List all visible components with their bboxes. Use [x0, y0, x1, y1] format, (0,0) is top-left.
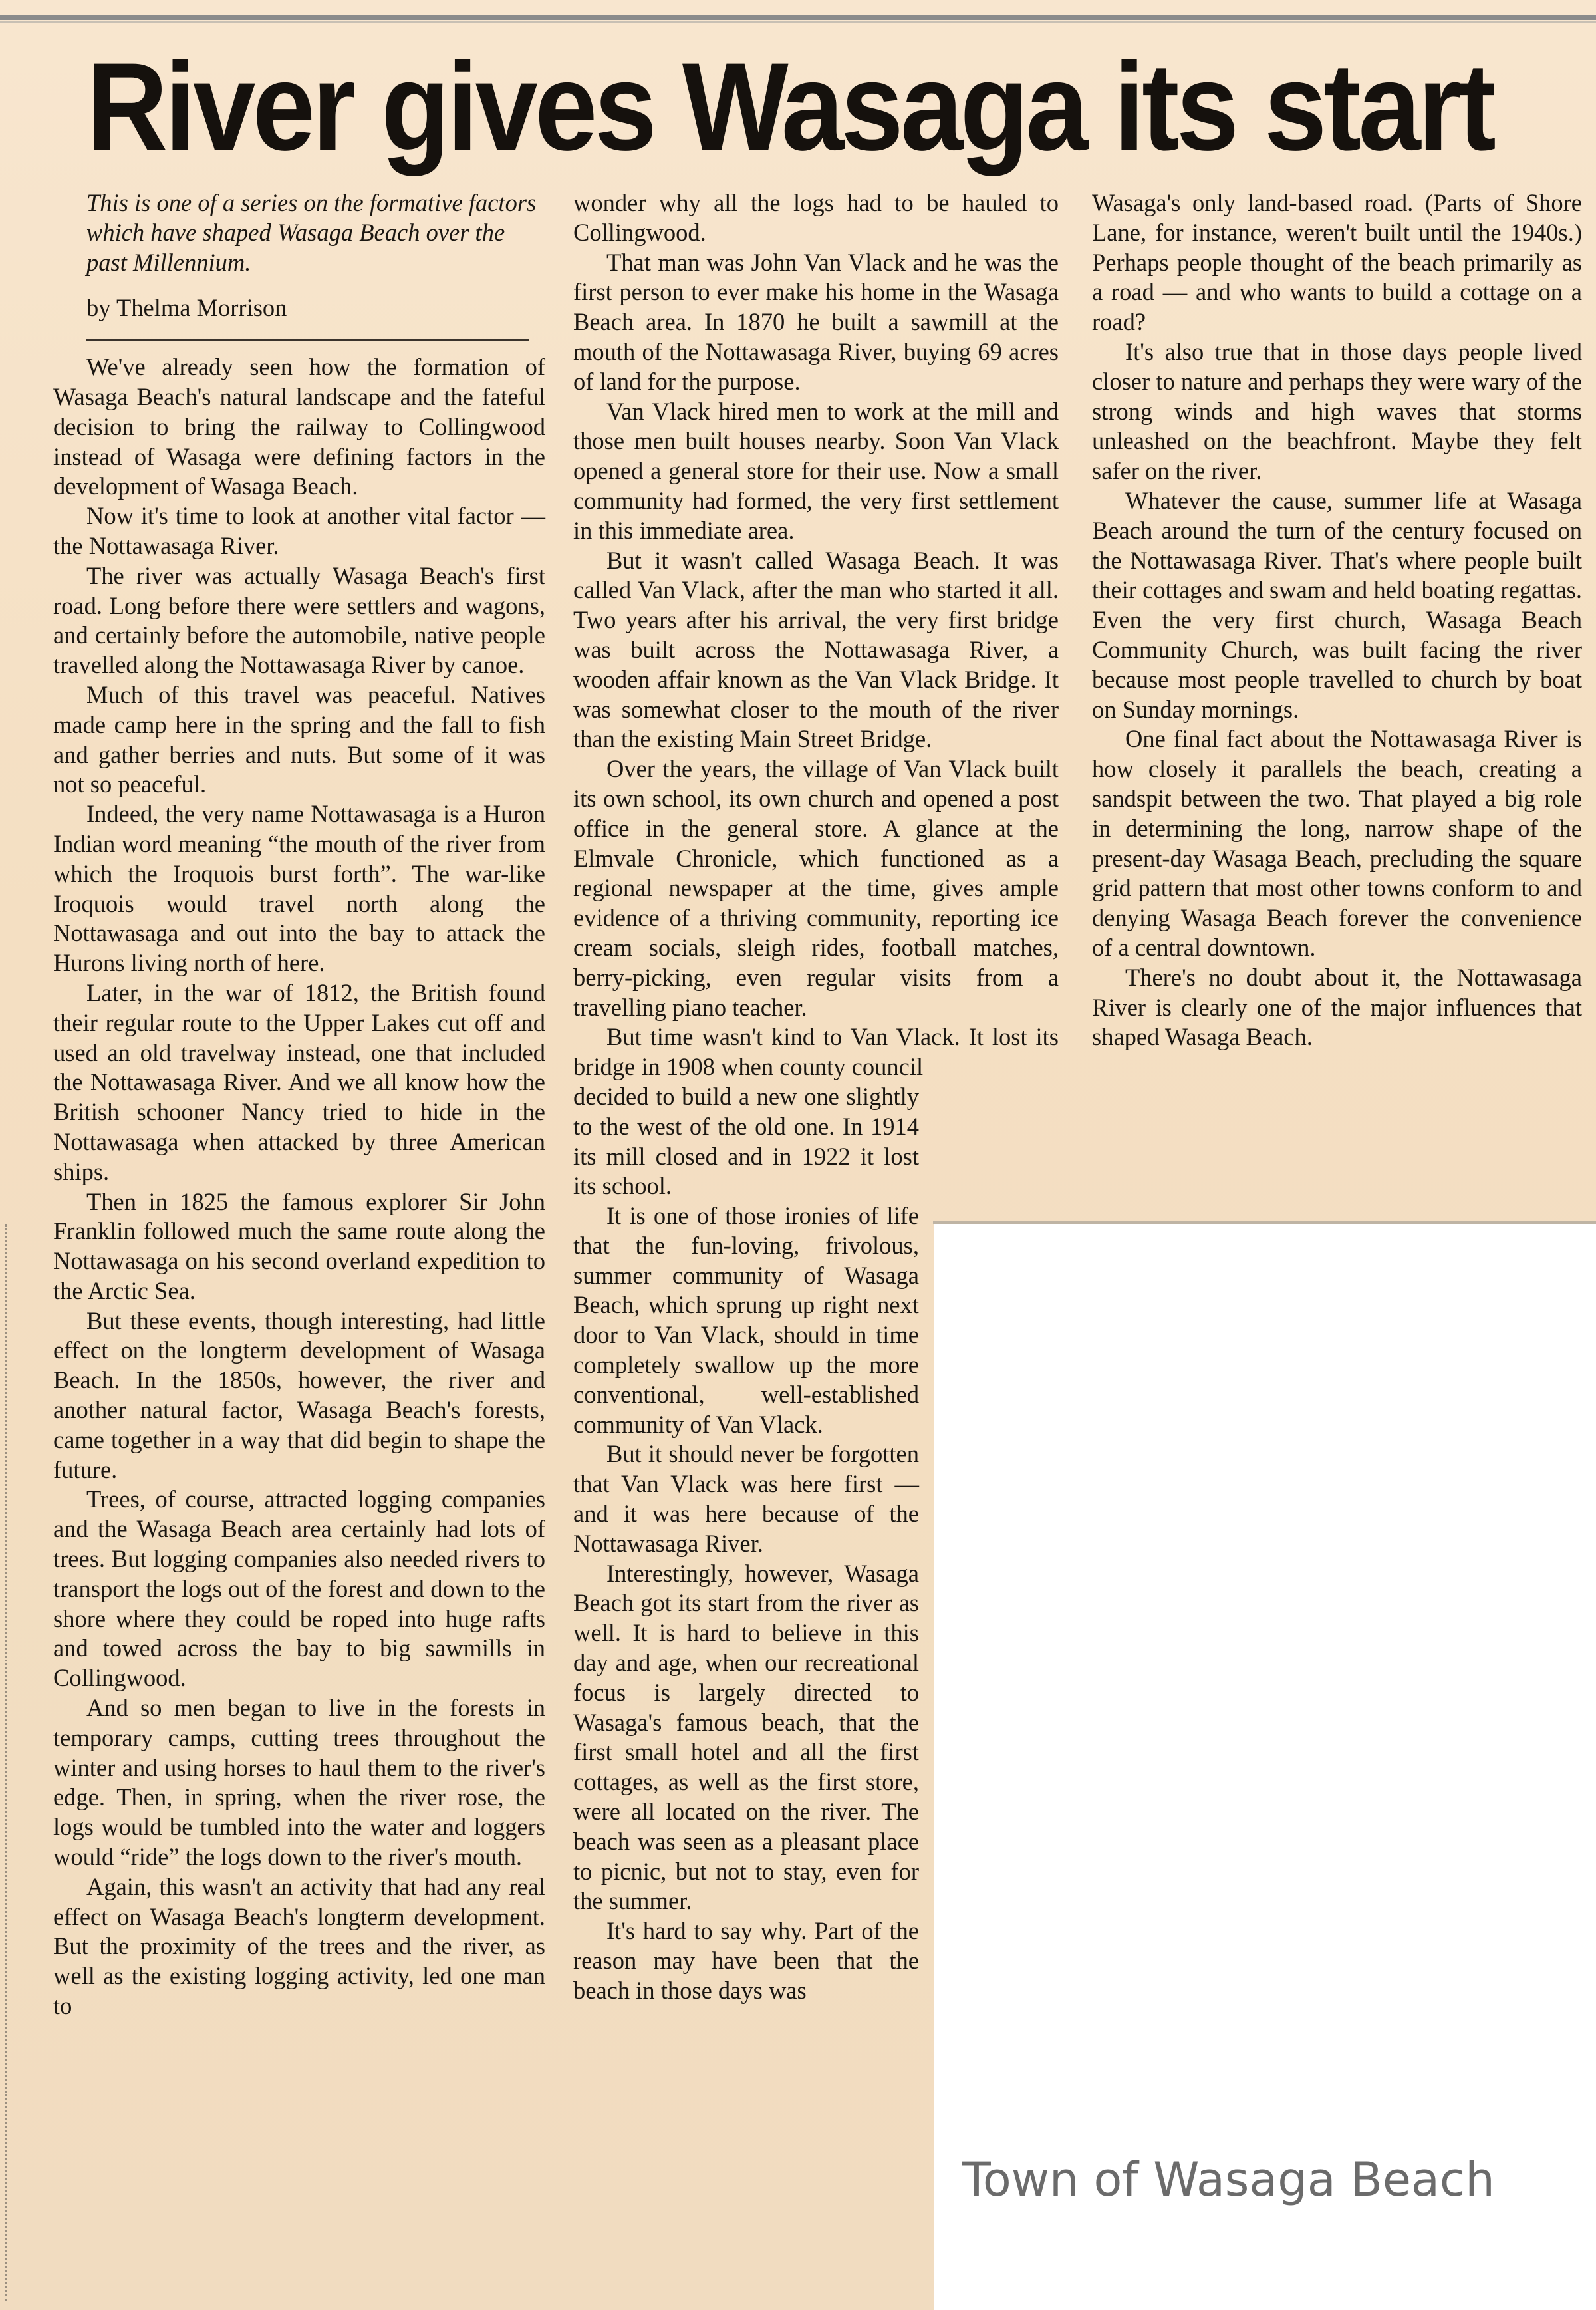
paragraph: Indeed, the very name Nottawasaga is a Huron Indian word meaning “the mouth of the river from which the Iroquois burst forth”. The war-like Iroquois would travel north along the Nottawasaga and out into the bay to attack the Hurons living north of here.	[53, 800, 545, 977]
paragraph: Van Vlack hired men to work at the mill and those men built houses nearby. Soon Van Vlack opened a general store for their use. Now a small community had formed, the very first settlement in this immediate area.	[573, 397, 1059, 544]
paragraph: It's hard to say why. Part of the reason may have been that the beach in those days was	[573, 1917, 919, 2004]
paragraph: And so men began to live in the forests in temporary camps, cutting trees throughout the winter and using horses to haul them to the river's edge. Then, in spring, when the river rose, the logs would be tumbled into the water and loggers would “ride” the logs down to the river's mouth.	[53, 1694, 545, 1871]
paragraph: Much of this travel was peaceful. Natives made camp here in the spring and the fall to fish and gather berries and nuts. But some of it was not so peaceful.	[53, 680, 545, 798]
paragraph: Now it's time to look at another vital factor — the Nottawasaga River.	[53, 502, 545, 559]
headline: River gives Wasaga its start	[86, 37, 1494, 176]
paragraph: Interestingly, however, Wasaga Beach got its start from the river as well. It is hard to believe in this day and age, when our recreational focus is largely directed to Wasaga's famous beach, that the first small hotel and all the first cottages, as well as the first store, were all located on the river. The beach was seen as a pleasant place to picnic, but not to stay, even for the summer.	[573, 1559, 919, 1915]
paragraph: But it wasn't called Wasaga Beach. It was called Van Vlack, after the man who started it all. Two years after his arrival, the very first bridge was built across the Nottawasaga River, a wooden affair known as the Van Vlack Bridge. It was somewhat closer to the mouth of the river than the existing Main Street Bridge.	[573, 546, 1059, 753]
paragraph: There's no doubt about it, the Nottawasaga River is clearly one of the major influences that shaped Wasaga Beach.	[1092, 963, 1582, 1051]
column-3	[1092, 188, 1582, 1052]
column-1	[53, 188, 545, 2021]
column-2-narrow	[573, 1082, 919, 2006]
paragraph: The river was actually Wasaga Beach's first road. Long before there were settlers and wagons, and certainly before the automobile, native people travelled along the Nottawasaga River by canoe.	[53, 561, 545, 679]
paragraph: It's also true that in those days people lived closer to nature and perhaps they were wary of the strong winds and high waves that storms unleashed on the beachfront. Maybe they felt safer on the river.	[1092, 337, 1582, 485]
paragraph: decided to build a new one slightly to the west of the old one. In 1914 its mill closed and in 1922 it lost its school.	[573, 1082, 919, 1200]
top-rule-thin	[0, 21, 1596, 23]
paragraph: One final fact about the Nottawasaga River is how closely it parallels the beach, creating a sandspit between the two. That played a big role in determining the long, narrow shape of the present-day Wasaga Beach, precluding the square grid pattern that most other towns conform to and denying Wasaga Beach forever the convenience of a central downtown.	[1092, 725, 1582, 961]
paragraph: Trees, of course, attracted logging companies and the Wasaga Beach area certainly had lots of trees. But logging companies also needed rivers to transport the logs out of the forest and down to the shore where they could be roped into huge rafts and towed across the bay to big sawmills in Collingwood.	[53, 1485, 545, 1692]
paragraph: But these events, though interesting, had little effect on the longterm development of Wasaga Beach. In the 1850s, however, the river and another natural factor, Wasaga Beach's forests, came together in a way that did begin to shape the future.	[53, 1306, 545, 1483]
paragraph: We've already seen how the formation of Wasaga Beach's natural landscape and the fateful decision to bring the railway to Collingwood instead of Wasaga were defining factors in the development of Wasaga Beach.	[53, 353, 545, 500]
paragraph: Whatever the cause, summer life at Wasaga Beach around the turn of the century focused on the Nottawasaga River. That's where people built their cottages and swam and held boating regattas. Even the very first church, Wasaga Beach Community Church, was built facing the river because most people travelled to church by boat on Sunday mornings.	[1092, 486, 1582, 723]
paragraph: Later, in the war of 1812, the British found their regular route to the Upper Lakes cut off and used an old travelway instead, one that included the Nottawasaga River. And we all know how the British schooner Nancy tried to hide in the Nottawasaga when attacked by three American ships.	[53, 978, 545, 1185]
paragraph: That man was John Van Vlack and he was the first person to ever make his home in the Wasaga Beach area. In 1870 he built a sawmill at the mouth of the Nottawasaga River, buying 69 acres of land for the purpose.	[573, 248, 1059, 395]
blank-area	[934, 1224, 1596, 2310]
paragraph: Again, this wasn't an activity that had any real effect on Wasaga Beach's longterm development. But the proximity of the trees and the river, as well as the existing logging activity, led one man to	[53, 1872, 545, 2020]
paragraph: Wasaga's only land-based road. (Parts of Shore Lane, for instance, weren't built until the 1940s.) Perhaps people thought of the beach primarily as a road — and who wants to build a cottage on a road?	[1092, 189, 1582, 336]
byline: by Thelma Morrison	[86, 294, 287, 322]
paragraph: Then in 1825 the famous explorer Sir John Franklin followed much the same route along the Nottawasaga on his second overland expedition to the Arctic Sea.	[53, 1187, 545, 1304]
byline-rule	[86, 339, 529, 341]
series-intro: This is one of a series on the formative factors which have shaped Wasaga Beach over the past Millennium.	[86, 189, 537, 276]
paragraph: But it should never be forgotten that Van Vlack was here first — and it was here because of the Nottawasaga River.	[573, 1440, 919, 1557]
watermark: Town of Wasaga Beach	[962, 2152, 1495, 2207]
top-rule	[0, 15, 1596, 20]
paragraph: But time wasn't kind to Van Vlack. It lost its bridge in 1908 when county council	[573, 1023, 1059, 1081]
paragraph: It is one of those ironies of life that the fun-loving, frivolous, summer community of Wasaga Beach, which sprung up right next door to Van Vlack, should in time completely swallow up the more conventional, well-established community of Van Vlack.	[573, 1202, 919, 1438]
margin-scan-marks	[5, 1224, 21, 2301]
paragraph: Over the years, the village of Van Vlack built its own school, its own church and opened a post office in the general store. A glance at the Elmvale Chronicle, which functioned as a regional newspaper at the time, gives ample evidence of a thriving community, reporting ice cream socials, sleigh rides, football matches, berry-picking, even regular visits from a travelling piano teacher.	[573, 755, 1059, 1021]
paragraph: wonder why all the logs had to be hauled to Collingwood.	[573, 189, 1059, 246]
